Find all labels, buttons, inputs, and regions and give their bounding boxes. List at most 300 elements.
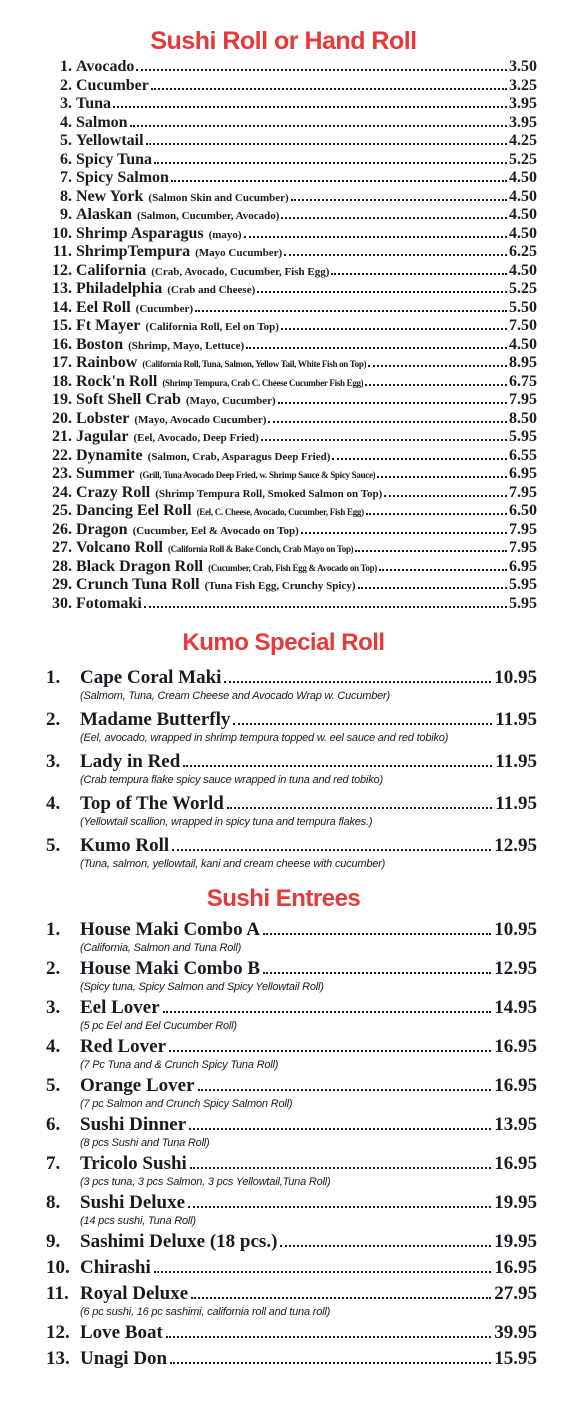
menu-item <box>30 1036 537 1072</box>
item-number: 19. <box>52 391 72 408</box>
item-note: (Mayo, Cucumber) <box>185 395 276 407</box>
item-price: 6.95 <box>509 465 537 482</box>
item-note: (California Roll, Tuna, Salmon, Yellow Tail, White Fish on Top) <box>142 359 367 369</box>
item-number: 17. <box>52 354 72 371</box>
item-description: (Tuna, salmon, yellowtail, kani and cream cheese with cucumber) <box>80 858 386 870</box>
item-number: 27. <box>52 539 72 556</box>
menu-item <box>30 576 537 595</box>
menu-item <box>30 667 537 703</box>
item-name: Top of The World <box>80 793 224 814</box>
dot-leader <box>169 1050 491 1052</box>
item-name: Spicy Salmon <box>76 169 169 186</box>
item-name: Summer <box>76 465 135 482</box>
item-number: 30. <box>52 594 72 612</box>
item-note: (Cucumber) <box>135 302 194 315</box>
item-line <box>80 1322 537 1344</box>
item-price: 14.95 <box>494 997 537 1018</box>
dot-leader <box>130 125 507 127</box>
item-number: 18. <box>52 372 72 390</box>
item-name: Sashimi Deluxe (18 pcs.) <box>80 1231 278 1252</box>
item-name: House Maki Combo B <box>80 958 260 979</box>
dot-leader <box>263 933 491 935</box>
menu-item <box>30 1283 537 1319</box>
item-price: 6.50 <box>509 502 537 519</box>
item-description: (8 pcs Sushi and Tuna Roll) <box>80 1137 210 1149</box>
item-note: (Salmon, Crab, Asparagus Deep Fried) <box>147 450 331 463</box>
dot-leader <box>163 1011 492 1013</box>
item-price: 4.50 <box>509 187 537 205</box>
item-price: 5.95 <box>509 594 537 612</box>
item-name: Sushi Dinner <box>80 1114 187 1135</box>
item-name: Love Boat <box>80 1322 163 1343</box>
menu-item <box>30 1114 537 1150</box>
item-price: 7.95 <box>509 391 537 408</box>
item-body <box>80 835 537 871</box>
item-line <box>80 919 537 941</box>
menu-item <box>30 595 537 614</box>
item-number: 6. <box>60 150 72 168</box>
item-line <box>80 997 537 1019</box>
menu-item <box>30 447 537 466</box>
item-price: 4.50 <box>509 335 537 353</box>
item-price: 15.95 <box>494 1348 537 1369</box>
item-number: 13. <box>46 1348 70 1369</box>
item-note: (Eel, C. Cheese, Avocado, Cucumber, Fish Egg) <box>196 507 364 517</box>
menu-item <box>30 169 537 188</box>
menu-item <box>30 373 537 392</box>
item-number: 9. <box>46 1231 61 1252</box>
dot-leader <box>358 587 508 589</box>
dot-leader <box>365 384 507 386</box>
item-line <box>80 958 537 980</box>
item-number: 10. <box>46 1257 70 1278</box>
section-title-kumo: Kumo Special Roll <box>182 629 385 656</box>
menu-item <box>30 317 537 336</box>
item-number: 26. <box>52 520 72 538</box>
item-description: (Salmom, Tuna, Cream Cheese and Avocado Wrap w. Cucumber) <box>80 690 390 702</box>
item-name: Rock'n Roll <box>76 372 158 390</box>
item-body <box>80 1283 537 1319</box>
dot-leader <box>257 291 507 293</box>
item-body <box>80 997 537 1033</box>
item-price: 4.50 <box>509 169 537 186</box>
kumo-list <box>30 667 537 871</box>
item-number: 11. <box>46 1283 69 1304</box>
item-price: 19.95 <box>494 1192 537 1213</box>
item-name: Lobster <box>76 409 130 427</box>
item-price: 11.95 <box>495 793 537 814</box>
item-name: Cape Coral Maki <box>80 667 222 688</box>
section-title-entrees: Sushi Entrees <box>206 885 361 912</box>
item-price: 7.95 <box>509 539 537 556</box>
menu-item <box>30 502 537 521</box>
menu-item <box>30 151 537 170</box>
item-name: Crunch Tuna Roll <box>76 576 200 593</box>
item-body <box>80 1153 537 1189</box>
item-price: 3.95 <box>509 113 537 131</box>
menu-item <box>30 558 537 577</box>
item-name: Royal Deluxe <box>80 1283 189 1304</box>
item-price: 3.95 <box>509 95 537 112</box>
item-number: 8. <box>46 1192 61 1213</box>
item-name: Philadelphia <box>76 280 163 297</box>
menu-item <box>30 1075 537 1111</box>
menu-item <box>30 709 537 745</box>
dot-leader <box>261 439 507 441</box>
item-price: 6.25 <box>509 243 537 260</box>
item-name: Alaskan <box>76 206 133 223</box>
rolls-list <box>30 58 537 613</box>
item-description: (Yellowtail scallion, wrapped in spicy tuna and tempura flakes.) <box>80 816 373 828</box>
item-name: Madame Butterfly <box>80 709 231 730</box>
item-note: (Tuna Fish Egg, Crunchy Spicy) <box>204 580 356 592</box>
item-price: 7.50 <box>509 317 537 334</box>
item-name: Black Dragon Roll <box>76 557 204 575</box>
menu-item <box>30 114 537 133</box>
item-number: 2. <box>46 709 61 730</box>
item-name: Dynamite <box>76 446 143 464</box>
dot-leader <box>170 1362 491 1364</box>
item-price: 16.95 <box>494 1257 537 1278</box>
item-name: Jagular <box>76 428 129 445</box>
item-price: 11.95 <box>495 751 537 772</box>
item-number: 5. <box>46 1075 61 1096</box>
item-price: 4.50 <box>509 206 537 223</box>
dot-leader <box>233 723 492 725</box>
item-price: 10.95 <box>494 919 537 940</box>
dot-leader <box>331 273 507 275</box>
menu-item <box>30 95 537 114</box>
menu-item <box>30 1348 537 1370</box>
item-price: 12.95 <box>494 835 537 856</box>
item-price: 11.95 <box>495 709 537 730</box>
item-name: Ft Mayer <box>76 317 141 334</box>
item-name: California <box>76 261 147 279</box>
item-price: 8.95 <box>509 354 537 371</box>
item-body <box>80 793 537 829</box>
dot-leader <box>198 1089 492 1091</box>
item-body <box>80 958 537 994</box>
item-name: Kumo Roll <box>80 835 170 856</box>
menu-item <box>30 835 537 871</box>
item-price: 3.25 <box>509 76 537 94</box>
item-name: Spicy Tuna <box>76 150 153 168</box>
item-number: 7. <box>46 1153 61 1174</box>
item-number: 16. <box>52 335 72 353</box>
dot-leader <box>166 1336 491 1338</box>
item-body <box>80 1192 537 1228</box>
item-name: Crazy Roll <box>76 483 151 501</box>
item-number: 13. <box>52 280 72 297</box>
item-price: 7.95 <box>509 483 537 501</box>
item-number: 29. <box>52 576 72 593</box>
item-line <box>80 709 537 731</box>
item-price: 5.25 <box>509 150 537 168</box>
dot-leader <box>189 1128 491 1130</box>
item-price: 7.95 <box>509 520 537 538</box>
dot-leader <box>263 972 491 974</box>
dot-leader <box>281 217 507 219</box>
item-price: 27.95 <box>494 1283 537 1304</box>
item-description: (14 pcs sushi, Tuna Roll) <box>80 1215 196 1227</box>
item-number: 6. <box>46 1114 61 1135</box>
menu-item <box>30 484 537 503</box>
menu-item <box>30 410 537 429</box>
item-price: 39.95 <box>494 1322 537 1343</box>
section-title-rolls: Sushi Roll or Hand Roll <box>150 27 417 55</box>
item-name: Dragon <box>76 520 128 538</box>
item-description: (California, Salmon and Tuna Roll) <box>80 942 242 954</box>
dot-leader <box>183 765 492 767</box>
item-number: 4. <box>46 1036 61 1057</box>
item-line <box>80 793 537 815</box>
item-name: Eel Lover <box>80 997 160 1018</box>
menu-item <box>30 1153 537 1189</box>
item-number: 9. <box>60 206 72 223</box>
item-note: (Cucumber, Eel & Avocado on Top) <box>132 524 299 537</box>
menu-item <box>30 1231 537 1253</box>
item-line <box>80 1283 537 1305</box>
dot-leader <box>154 1271 492 1273</box>
menu-item <box>30 1257 537 1279</box>
item-price: 13.95 <box>494 1114 537 1135</box>
dot-leader <box>280 1245 491 1247</box>
item-description: (3 pcs tuna, 3 pcs Salmon, 3 pcs Yellowtail,Tuna Roll) <box>80 1176 331 1188</box>
item-body <box>80 919 537 955</box>
menu-item <box>30 793 537 829</box>
item-number: 12. <box>52 261 72 279</box>
dot-leader <box>188 1206 491 1208</box>
item-price: 16.95 <box>494 1036 537 1057</box>
menu-item <box>30 132 537 151</box>
item-number: 20. <box>52 409 72 427</box>
item-note: (Mayo, Avocado Cucumber) <box>134 413 267 426</box>
dot-leader <box>227 807 493 809</box>
item-number: 1. <box>46 919 61 940</box>
item-line <box>80 1348 537 1370</box>
menu-item <box>30 465 537 484</box>
item-number: 2. <box>46 958 61 979</box>
item-price: 5.95 <box>509 428 537 445</box>
menu-item <box>30 336 537 355</box>
item-number: 24. <box>52 483 72 501</box>
item-name: Lady in Red <box>80 751 181 772</box>
item-number: 25. <box>52 502 72 519</box>
item-number: 8. <box>60 187 72 205</box>
item-price: 16.95 <box>494 1075 537 1096</box>
item-price: 4.50 <box>509 224 537 242</box>
item-number: 1. <box>46 667 61 688</box>
item-number: 22. <box>52 446 72 464</box>
item-name: ShrimpTempura <box>76 243 191 260</box>
item-note: (California Roll & Bake Conch, Crab Mayo on Top) <box>167 544 354 554</box>
dot-leader <box>224 681 491 683</box>
item-note: (Eel, Avocado, Deep Fried) <box>133 432 259 444</box>
item-name: Sushi Deluxe <box>80 1192 186 1213</box>
item-number: 2. <box>60 76 72 94</box>
dot-leader <box>278 402 507 404</box>
dot-leader <box>332 458 507 460</box>
item-line <box>80 1231 537 1253</box>
item-note: (Shrimp, Mayo, Lettuce) <box>128 339 245 352</box>
menu-item <box>30 1322 537 1344</box>
item-note: (Salmon, Cucumber, Avocado) <box>137 210 280 222</box>
item-number: 7. <box>60 169 72 186</box>
item-name: Unagi Don <box>80 1348 168 1369</box>
item-note: (mayo) <box>208 228 242 241</box>
item-note: (Mayo Cucumber) <box>195 247 283 259</box>
item-line <box>80 1114 537 1136</box>
menu-item <box>30 958 537 994</box>
item-description: (Eel, avocado, wrapped in shrimp tempura topped w. eel sauce and red tobiko) <box>80 732 449 744</box>
item-body <box>80 1036 537 1072</box>
item-name: Dancing Eel Roll <box>76 502 192 519</box>
item-description: (5 pc Eel and Eel Cucumber Roll) <box>80 1020 237 1032</box>
menu-item <box>30 77 537 96</box>
dot-leader <box>146 143 507 145</box>
item-name: Salmon <box>76 113 128 131</box>
item-price: 10.95 <box>494 667 537 688</box>
dot-leader <box>190 1167 491 1169</box>
item-note: (California Roll, Eel on Top) <box>145 321 279 333</box>
menu-item <box>30 58 537 77</box>
item-name: Cucumber <box>76 76 149 94</box>
item-description: (Spicy tuna, Spicy Salmon and Spicy Yellowtail Roll) <box>80 981 324 993</box>
item-name: House Maki Combo A <box>80 919 260 940</box>
dot-leader <box>191 1297 491 1299</box>
item-body <box>80 1231 537 1253</box>
item-line <box>80 667 537 689</box>
item-number: 1. <box>60 58 72 75</box>
menu-item <box>30 188 537 207</box>
item-name: Fotomaki <box>76 594 142 612</box>
item-name: Yellowtail <box>76 132 144 149</box>
dot-leader <box>284 254 507 256</box>
dot-leader <box>301 532 507 534</box>
dot-leader <box>151 88 507 90</box>
menu-item <box>30 751 537 787</box>
menu-item <box>30 354 537 373</box>
item-price: 19.95 <box>494 1231 537 1252</box>
dot-leader <box>172 849 491 851</box>
item-line <box>80 1192 537 1214</box>
item-number: 3. <box>46 751 61 772</box>
item-body <box>80 1322 537 1344</box>
entrees-list <box>30 919 537 1370</box>
item-description: (7 pc Salmon and Crunch Spicy Salmon Roll) <box>80 1098 293 1110</box>
dot-leader <box>366 513 507 515</box>
item-description: (7 Pc Tuna and & Crunch Spicy Tuna Roll) <box>80 1059 279 1071</box>
dot-leader <box>144 606 507 608</box>
item-line <box>80 1257 537 1279</box>
item-body <box>80 709 537 745</box>
item-number: 15. <box>52 317 72 334</box>
item-line <box>80 1153 537 1175</box>
item-price: 6.75 <box>509 372 537 390</box>
dot-leader <box>291 199 507 201</box>
item-number: 4. <box>46 793 61 814</box>
item-price: 6.95 <box>509 557 537 575</box>
menu-item <box>30 521 537 540</box>
menu-item <box>30 280 537 299</box>
item-note: (Shrimp Tempura, Crab C. Cheese Cucumber Fish Egg) <box>162 377 364 388</box>
item-line <box>80 1036 537 1058</box>
item-body <box>80 1348 537 1370</box>
item-note: (Crab, Avocado, Cucumber, Fish Egg) <box>151 265 330 278</box>
item-number: 5. <box>46 835 61 856</box>
item-note: (Cucumber, Crab, Fish Egg & Avocado on Top) <box>208 562 378 573</box>
item-name: Volcano Roll <box>76 539 163 556</box>
menu-item <box>30 919 537 955</box>
item-price: 6.55 <box>509 446 537 464</box>
menu-item <box>30 206 537 225</box>
item-name: Tuna <box>76 95 111 112</box>
item-price: 3.50 <box>509 58 537 75</box>
item-line <box>80 1075 537 1097</box>
item-price: 8.50 <box>509 409 537 427</box>
menu-item <box>30 391 537 410</box>
item-name: Chirashi <box>80 1257 151 1278</box>
dot-leader <box>154 162 507 164</box>
item-line <box>80 835 537 857</box>
item-line <box>80 751 537 773</box>
menu-item <box>30 997 537 1033</box>
item-name: Orange Lover <box>80 1075 195 1096</box>
dot-leader <box>246 347 507 349</box>
item-description: (Crab tempura flake spicy sauce wrapped in tuna and red tobiko) <box>80 774 383 786</box>
item-price: 4.50 <box>509 261 537 279</box>
menu-item <box>30 299 537 318</box>
dot-leader <box>113 106 507 108</box>
item-name: Eel Roll <box>76 298 131 316</box>
dot-leader <box>268 421 507 423</box>
dot-leader <box>171 180 507 182</box>
item-number: 3. <box>60 95 72 112</box>
item-note: (Salmon Skin and Cucumber) <box>148 191 289 204</box>
dot-leader <box>355 550 507 552</box>
item-number: 11. <box>52 243 72 260</box>
item-price: 4.25 <box>509 132 537 149</box>
dot-leader <box>384 495 507 497</box>
item-name: Boston <box>76 335 124 353</box>
item-name: Red Lover <box>80 1036 167 1057</box>
item-price: 12.95 <box>494 958 537 979</box>
item-note: (Crab and Cheese) <box>167 284 256 296</box>
dot-leader <box>368 365 507 367</box>
dot-leader <box>244 236 507 238</box>
menu-item <box>30 243 537 262</box>
item-number: 3. <box>46 997 61 1018</box>
item-name: Shrimp Asparagus <box>76 224 204 242</box>
item-number: 23. <box>52 465 72 482</box>
menu-item <box>30 225 537 244</box>
menu-item <box>30 539 537 558</box>
item-body <box>80 1114 537 1150</box>
item-number: 4. <box>60 113 72 131</box>
item-name: Soft Shell Crab <box>76 391 181 408</box>
item-number: 10. <box>52 224 72 242</box>
item-name: Tricolo Sushi <box>80 1153 187 1174</box>
item-number: 14. <box>52 298 72 316</box>
item-number: 28. <box>52 557 72 575</box>
dot-leader <box>136 69 507 71</box>
item-price: 5.95 <box>509 576 537 593</box>
menu-item <box>30 428 537 447</box>
dot-leader <box>195 310 507 312</box>
item-note: (Shrimp Tempura Roll, Smoked Salmon on Top) <box>155 487 383 500</box>
item-price: 5.50 <box>509 298 537 316</box>
item-note: (Grill, Tuna Avocado Deep Fried, w. Shrimp Sauce & Spicy Sauce) <box>139 470 376 480</box>
